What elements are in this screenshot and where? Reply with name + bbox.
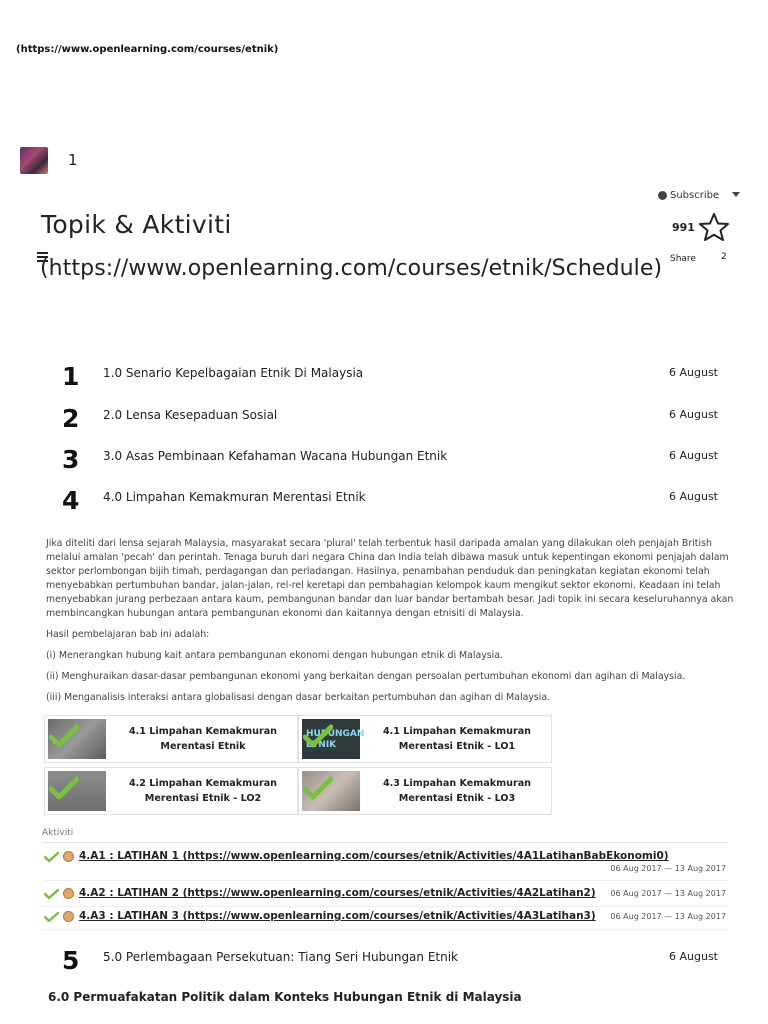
topic-row[interactable] <box>0 486 768 530</box>
star-icon[interactable] <box>698 212 730 242</box>
activity-item[interactable] <box>42 849 728 873</box>
subscribe-button[interactable] <box>658 190 719 201</box>
topic-row[interactable] <box>0 445 768 489</box>
avatar-count: 1 <box>68 151 78 169</box>
activity-icon <box>63 888 74 899</box>
outcome-item: (iii) Menganalisis interaksi antara globalisasi dengan dasar berkaitan pertumbuhan dan agihan di Malaysia. <box>46 692 551 703</box>
activity-item[interactable] <box>42 886 728 906</box>
check-icon <box>49 724 79 748</box>
course-url-link[interactable]: (https://www.openlearning.com/courses/etnik) <box>16 44 279 55</box>
divider <box>42 906 728 907</box>
topic-date: 6 August <box>669 950 718 963</box>
topic-row[interactable] <box>0 404 768 448</box>
check-icon <box>303 776 333 800</box>
topic-row[interactable] <box>0 362 768 406</box>
check-icon <box>44 852 59 862</box>
divider <box>42 842 728 843</box>
lesson-card[interactable] <box>44 767 298 815</box>
next-section-title: 6.0 Permuafakatan Politik dalam Konteks Hubungan Etnik di Malaysia <box>48 990 522 1004</box>
activity-period: 06 Aug 2017 — 13 Aug 2017 <box>610 864 726 873</box>
activities-label: Aktiviti <box>42 828 74 838</box>
outcomes-heading: Hasil pembelajaran bab ini adalah: <box>46 629 210 640</box>
topic-date: 6 August <box>669 408 718 421</box>
activity-period: 06 Aug 2017 — 13 Aug 2017 <box>610 889 726 898</box>
topic-number: 1 <box>62 362 80 391</box>
activity-link[interactable]: 4.A3 : LATIHAN 3 (https://www.openlearning.com/courses/etnik/Activities/4A3Latihan3) <box>79 910 596 922</box>
activity-link[interactable]: 4.A2 : LATIHAN 2 (https://www.openlearning.com/courses/etnik/Activities/4A2Latihan2) <box>79 887 596 899</box>
topic-title[interactable]: 4.0 Limpahan Kemakmuran Merentasi Etnik <box>103 490 366 504</box>
topic-number: 5 <box>62 946 80 975</box>
topic-description <box>46 537 736 712</box>
topic-title[interactable]: 3.0 Asas Pembinaan Kefahaman Wacana Hubungan Etnik <box>103 449 448 463</box>
avatar[interactable] <box>20 147 48 174</box>
divider <box>42 929 728 930</box>
lesson-card-title: 4.1 Limpahan Kemakmuran Merentasi Etnik <box>128 726 278 752</box>
lesson-card-title: 4.3 Limpahan Kemakmuran Merentasi Etnik - LO3 <box>382 778 532 804</box>
activity-link[interactable]: 4.A1 : LATIHAN 1 (https://www.openlearning.com/courses/etnik/Activities/4A1LatihanBabEkonomi0) <box>79 850 669 862</box>
share-count: 2 <box>721 252 727 262</box>
activity-icon <box>63 911 74 922</box>
lesson-card[interactable] <box>298 767 552 815</box>
lesson-card[interactable] <box>44 715 298 763</box>
outcome-item: (i) Menerangkan hubung kait antara pembangunan ekonomi dengan hubungan etnik di Malaysia. <box>46 650 503 661</box>
lesson-card-title: 4.2 Limpahan Kemakmuran Merentasi Etnik - LO2 <box>128 778 278 804</box>
lesson-thumbnail: HUBUNGAN ETNIK <box>302 719 360 759</box>
globe-icon <box>658 191 667 200</box>
subscribe-label: Subscribe <box>670 190 720 201</box>
outcome-item: (ii) Menghuraikan dasar-dasar pembangunan ekonomi yang berkaitan dengan persoalan pertumbuhan ekonomi dan agihan di Malaysia. <box>46 671 686 682</box>
topic-title[interactable]: 2.0 Lensa Kesepaduan Sosial <box>103 408 278 422</box>
check-icon <box>303 724 333 748</box>
activity-period: 06 Aug 2017 — 13 Aug 2017 <box>610 912 726 921</box>
share-button[interactable]: Share <box>670 254 696 264</box>
description-intro: Jika diteliti dari lensa sejarah Malaysia, masyarakat secara 'plural' telah terbentuk hasil daripada amalan yang dilakukan oleh penjajah British melalui amalan 'pecah' dan perintah. Tenaga buruh dari negara China dan India telah dibawa masuk untuk kepentingan ekonomi penjajah dalam sektor perlombongan bijih timah, perdagangan dan perladangan. Hasilnya, penambahan penduduk dan peningkatan kegiatan ekonomi telah menyebabkan pertumbuhan bandar, jalan-jalan, rel-rel keretapi dan pembahagian kelompok kaum mengikut sektor ekonomi. Keadaan ini telah menyebabkan jurang perbezaan antara kaum, pembangunan bandar dan luar bandar bertambah besar. Jadi topik ini secara keseluruhannya akan membincangkan hubungan antara pembangunan ekonomi dan kaitannya dengan etnisiti di Malaysia. <box>46 538 734 619</box>
topic-date: 6 August <box>669 449 718 462</box>
topic-row[interactable] <box>0 946 768 990</box>
check-icon <box>44 889 59 899</box>
topic-date: 6 August <box>669 366 718 379</box>
page-title: Topik & Aktiviti <box>41 210 232 239</box>
star-count: 991 <box>672 221 695 234</box>
lesson-card-title: 4.1 Limpahan Kemakmuran Merentasi Etnik - LO1 <box>382 726 532 752</box>
topic-number: 4 <box>62 486 80 515</box>
divider <box>42 880 728 881</box>
activity-icon <box>63 851 74 862</box>
activity-item[interactable] <box>42 909 728 929</box>
check-icon <box>44 912 59 922</box>
topic-number: 3 <box>62 445 80 474</box>
caret-down-icon[interactable] <box>732 192 740 197</box>
lesson-card[interactable] <box>298 715 552 763</box>
topic-number: 2 <box>62 404 80 433</box>
topic-title[interactable]: 5.0 Perlembagaan Persekutuan: Tiang Seri Hubungan Etnik <box>103 950 459 964</box>
schedule-url-link[interactable]: (https://www.openlearning.com/courses/etnik/Schedule) <box>40 256 663 281</box>
topic-title[interactable]: 1.0 Senario Kepelbagaian Etnik Di Malaysia <box>103 366 364 380</box>
topic-date: 6 August <box>669 490 718 503</box>
check-icon <box>49 776 79 800</box>
